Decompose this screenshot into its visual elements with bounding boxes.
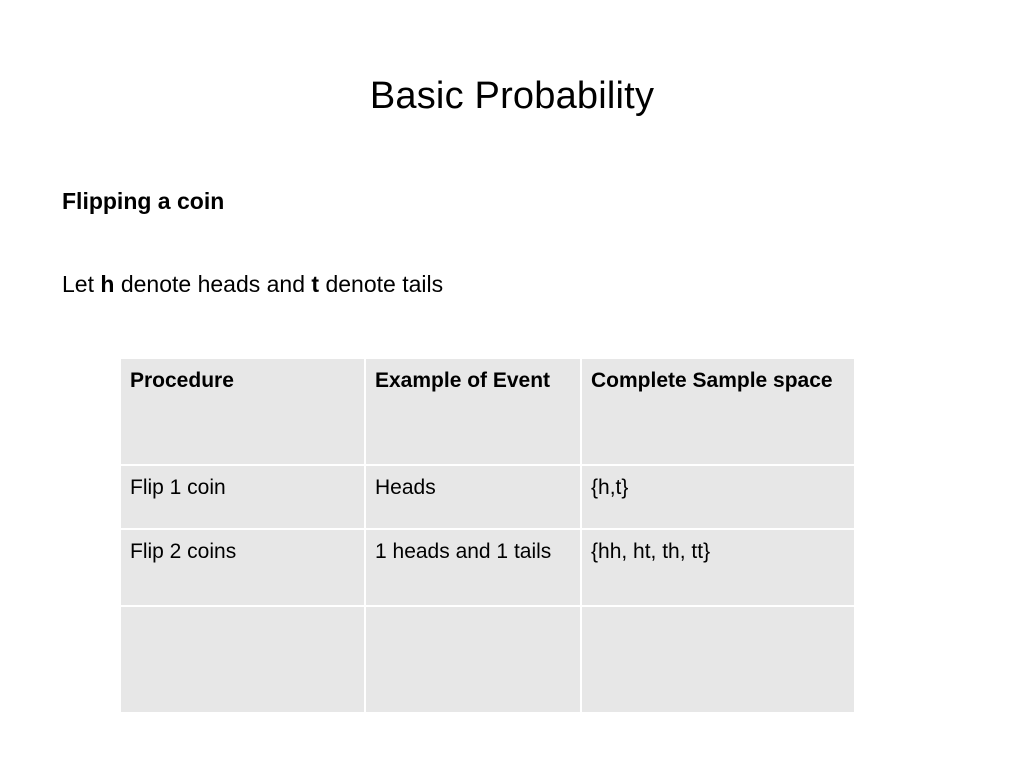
cell-procedure: Flip 1 coin xyxy=(120,465,365,529)
intro-t: t xyxy=(311,271,320,297)
cell-example-event xyxy=(365,606,581,713)
intro-end: denote tails xyxy=(319,271,444,297)
intro-let: Let xyxy=(62,271,101,297)
cell-sample-space: {hh, ht, th, tt} xyxy=(581,529,855,606)
intro-text xyxy=(62,269,443,299)
cell-procedure xyxy=(120,606,365,713)
table-row xyxy=(120,529,855,606)
table-row xyxy=(120,465,855,529)
slide-subtitle: Flipping a coin xyxy=(62,188,225,214)
slide-title: Basic Probability xyxy=(369,75,655,117)
sample-space-table xyxy=(119,357,856,714)
cell-sample-space xyxy=(581,606,855,713)
table-row xyxy=(120,606,855,713)
cell-example-event: Heads xyxy=(365,465,581,529)
cell-sample-space: {h,t} xyxy=(581,465,855,529)
intro-h: h xyxy=(100,271,115,297)
header-example-event: Example of Event xyxy=(365,358,581,465)
header-procedure: Procedure xyxy=(120,358,365,465)
cell-example-event: 1 heads and 1 tails xyxy=(365,529,581,606)
table-header-row xyxy=(120,358,855,465)
header-sample-space: Complete Sample space xyxy=(581,358,855,465)
cell-procedure: Flip 2 coins xyxy=(120,529,365,606)
intro-mid: denote heads and xyxy=(114,271,312,297)
